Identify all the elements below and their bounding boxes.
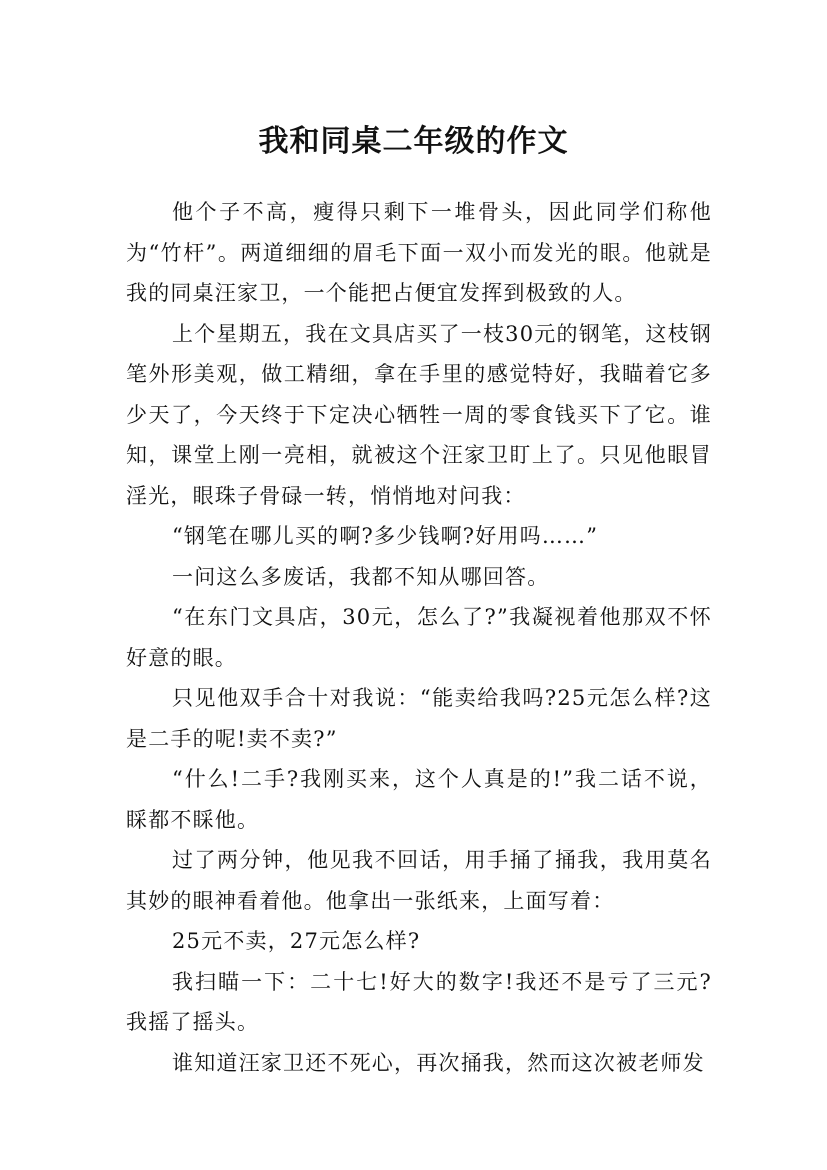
paragraph-9: 25元不卖，27元怎么样?	[172, 929, 421, 953]
paragraph-10: 我扫瞄一下：二十七!好大的数字!我还不是亏了三元?我摇了摇头。	[126, 969, 712, 1034]
paragraph-7: “什么!二手?我刚买来，这个人真是的!”我二话不说，睬都不睬他。	[126, 767, 712, 832]
paragraph-4: 一问这么多废话，我都不知从哪回答。	[172, 564, 550, 589]
paragraph-3: “钢笔在哪儿买的啊?多少钱啊?好用吗……”	[172, 524, 599, 548]
paragraph-5: “在东门文具店，30元，怎么了?”我凝视着他那双不怀好意的眼。	[126, 605, 712, 670]
paragraph-1: 他个子不高，瘦得只剩下一堆骨头，因此同学们称他为“竹杆”。两道细细的眉毛下面一双小而发光的眼。他就是我的同桌汪家卫，一个能把占便宜发挥到极致的人。	[126, 200, 712, 305]
paragraph-11: 谁知道汪家卫还不死心，再次捅我，然而这次被老师发	[172, 1050, 705, 1075]
document-title: 我和同桌二年级的作文	[258, 124, 569, 160]
essay-body	[126, 192, 712, 1083]
paragraph-2: 上个星期五，我在文具店买了一枝30元的钢笔，这枝钢笔外形美观，做工精细，拿在手里的感觉特好，我瞄着它多少天了，今天终于下定决心牺牲一周的零食钱买下了它。谁知，课堂上刚一亮相，就被这个汪家卫盯上了。只见他眼冒淫光，眼珠子骨碌一转，悄悄地对问我：	[126, 321, 712, 508]
paragraph-6: 只见他双手合十对我说：“能卖给我吗?25元怎么样?这是二手的呢!卖不卖?”	[126, 686, 712, 751]
paragraph-8: 过了两分钟，他见我不回话，用手捅了捅我，我用莫名其妙的眼神看着他。他拿出一张纸来，上面写着：	[126, 848, 712, 913]
